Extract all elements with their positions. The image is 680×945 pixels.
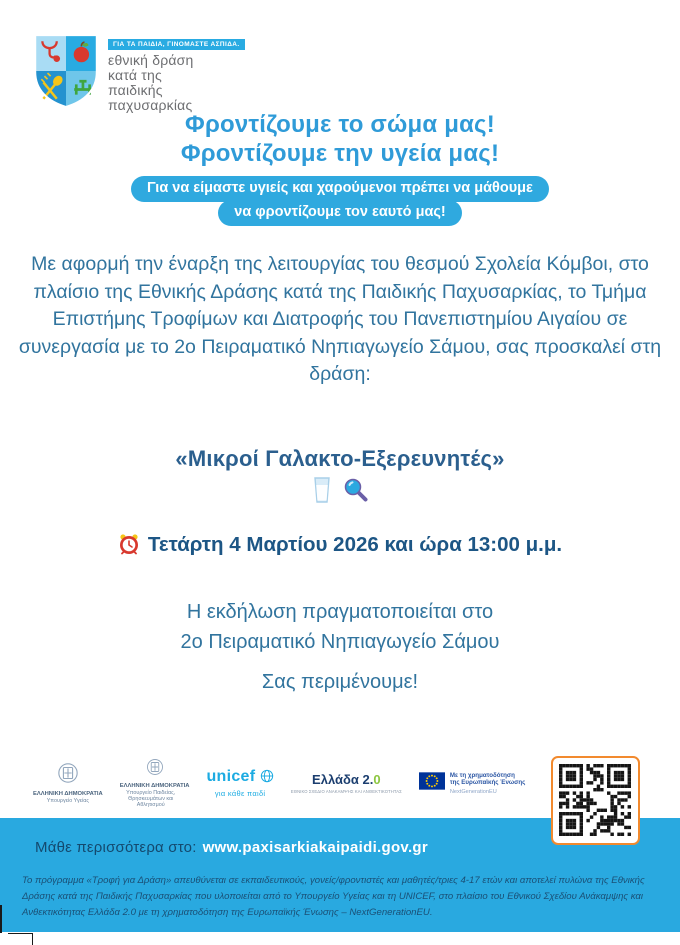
main-heading [0,110,680,168]
event-date-row [0,533,680,557]
qr-code [551,756,640,845]
greek-crest-icon [57,771,79,788]
partner-logos [33,753,525,813]
national-action-logo [33,33,245,114]
unicef-globe-icon [260,768,274,785]
scan-edge-artifact [0,905,2,933]
eu-funding-logo: Με τη χρηματοδότηση της Ευρωπαϊκής Ένωσης NextGenerationEU [419,772,526,795]
event-datetime: Τετάρτη 4 Μαρτίου 2026 και ώρα 13:00 μ.μ. [147,533,563,556]
logo-title: εθνική δράση κατά της παιδικής παχυσαρκίας [108,52,194,113]
eu-flag-icon [419,772,445,795]
heading-line-1: Φροντίζουμε το σώμα μας! [185,111,495,138]
intro-paragraph: Με αφορμή την έναρξη της λειτουργίας του θεσμού Σχολεία Κόμβοι, στο πλαίσιο της Εθνικής Δράσης κατά της Παιδικής Παχυσαρκίας, το Τμήμα Επιστήμης Τροφίμων και Διατροφής του Πανεπιστημίου Αιγαίου σε συνεργασία με το 2ο Πειραματικό Νηπιαγωγείο Σάμου, σας προσκαλεί στη δράση: [18,253,662,385]
badge-line-2: να φροντίζουμε τον εαυτό μας! [218,200,461,226]
milk-glass-icon [311,477,333,508]
scan-corner-artifact [8,933,33,945]
ministry-health-logo: ΕΛΛΗΝΙΚΗ ΔΗΜΟΚΡΑΤΙΑ Υπουργείο Υγείας [33,762,103,804]
site-url-link[interactable]: www.paxisarkiakaipaidi.gov.gr [202,839,429,856]
message-badges [0,176,680,226]
magnifier-icon [343,477,369,508]
greek-crest-icon [146,763,164,780]
shield-logo-icon [33,33,99,114]
event-title: «Μικροί Γαλακτο-Εξερευνητές» [175,446,505,471]
ministry-education-logo: ΕΛΛΗΝΙΚΗ ΔΗΜΟΚΡΑΤΙΑ Υπουργείο Παιδείας, Θρησκευμάτων και Αθλητισμού [120,758,190,808]
location-line-2: 2ο Πειραματικό Νηπιαγωγείο Σάμου [180,631,500,653]
closing-line: Σας περιμένουμε! [261,671,419,693]
event-icons [0,477,680,508]
alarm-clock-icon [118,533,148,556]
program-fine-print: Το πρόγραμμα «Τροφή για Δράση» απευθύνεται σε εκπαιδευτικούς, γονείς/φροντιστές και μαθητές/τριες 4-17 ετών και αποτελεί πυλώνα της Εθνικής Δράσης κατά της Παιδικής Παχυσαρκίας που υλοποιείται από το Υπουργείο Υγείας και τη UNICEF, στο πλαίσιο του Εθνικού Σχεδίου Ανάκαμψης και Ανθεκτικότητας Ελλάδα 2.0 με τη χρηματοδότηση της Ευρωπαϊκής Ένωσης – NextGenerationEU. [22,875,645,918]
greece-2-0-logo: Ελλάδα 2.0 ΕΘΝΙΚΟ ΣΧΕΔΙΟ ΑΝΑΚΑΜΨΗΣ ΚΑΙ ΑΝΘΕΚΤΙΚΟΤΗΤΑΣ [290,772,402,794]
location-line-1: Η εκδήλωση πραγματοποιείται στο [186,601,494,623]
more-info-label: Μάθε περισσότερα στο: [35,839,197,856]
badge-line-1: Για να είμαστε υγιείς και χαρούμενοι πρέπει να μάθουμε [131,176,549,202]
event-location [0,597,680,657]
unicef-logo: unicef για κάθε παιδί [206,768,273,798]
heading-line-2: Φροντίζουμε την υγεία μας! [180,140,500,167]
logo-tagline: ΓΙΑ ΤΑ ΠΑΙΔΙΑ, ΓΙΝΟΜΑΣΤΕ ΑΣΠΙΔΑ. [108,39,245,51]
